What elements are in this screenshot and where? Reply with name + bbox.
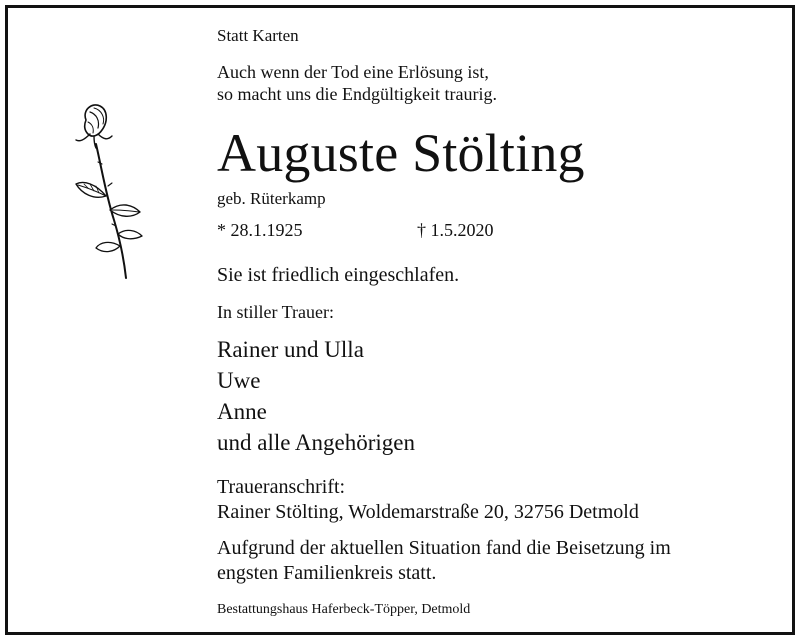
note-line: engsten Familienkreis statt. <box>217 562 437 584</box>
birth-date: * 28.1.1925 <box>217 220 303 240</box>
maiden-name: geb. Rüterkamp <box>217 189 326 208</box>
header-text: Statt Karten <box>217 26 299 45</box>
message-text: Sie ist friedlich eingeschlafen. <box>217 264 460 286</box>
rose-icon <box>62 100 154 280</box>
address-label: Traueranschrift: <box>217 476 346 498</box>
death-date: † 1.5.2020 <box>417 220 494 240</box>
quote-line: so macht uns die Endgültigkeit traurig. <box>217 84 497 104</box>
quote-line: Auch wenn der Tod eine Erlösung ist, <box>217 62 489 82</box>
mourner-item: Anne <box>217 399 267 424</box>
note-line: Aufgrund der aktuellen Situation fand die Beisetzung im <box>217 537 671 559</box>
funeral-home: Bestattungshaus Haferbeck-Töpper, Detmold <box>217 602 471 617</box>
mourner-item: und alle Angehörigen <box>217 430 416 455</box>
address-text: Rainer Stölting, Woldemarstraße 20, 32756 Detmold <box>217 501 639 523</box>
mourner-item: Uwe <box>217 368 261 393</box>
deceased-name: Auguste Stölting <box>217 123 585 183</box>
mourner-item: Rainer und Ulla <box>217 337 364 362</box>
mourning-label: In stiller Trauer: <box>217 302 334 322</box>
